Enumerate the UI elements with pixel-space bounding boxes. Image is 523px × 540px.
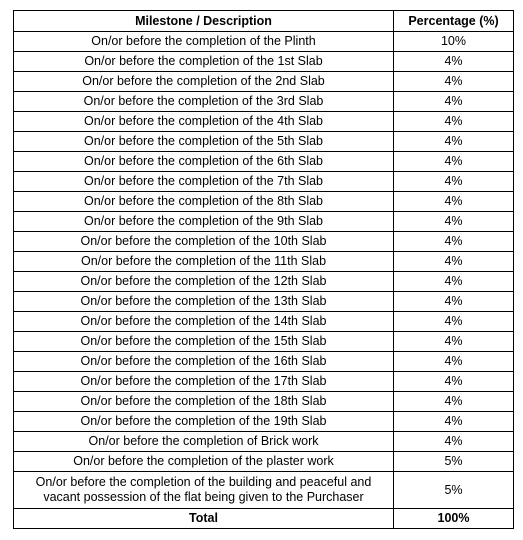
milestone-percentage: 4% (394, 232, 514, 252)
table-row (14, 32, 514, 52)
milestone-percentage: 4% (394, 92, 514, 112)
milestone-percentage: 4% (394, 292, 514, 312)
table-row (14, 332, 514, 352)
milestone-percentage: 4% (394, 372, 514, 392)
milestone-description: On/or before the completion of the 6th Slab (14, 152, 394, 172)
table-row (14, 172, 514, 192)
milestone-description: On/or before the completion of the 14th Slab (14, 312, 394, 332)
milestone-description: On/or before the completion of the 15th Slab (14, 332, 394, 352)
milestone-percentage: 4% (394, 432, 514, 452)
table-row (14, 292, 514, 312)
milestone-description: On/or before the completion of the 11th Slab (14, 252, 394, 272)
milestone-description: On/or before the completion of Brick work (14, 432, 394, 452)
milestone-percentage: 4% (394, 72, 514, 92)
milestone-percentage: 4% (394, 112, 514, 132)
table-row (14, 132, 514, 152)
header-milestone-description: Milestone / Description (14, 11, 394, 32)
payment-schedule-table (13, 10, 514, 529)
milestone-percentage: 4% (394, 312, 514, 332)
table-body (14, 32, 514, 509)
milestone-description: On/or before the completion of the Plinth (14, 32, 394, 52)
table-row (14, 152, 514, 172)
milestone-description: On/or before the completion of the 8th Slab (14, 192, 394, 212)
table-row (14, 372, 514, 392)
milestone-percentage: 5% (394, 472, 514, 509)
milestone-percentage: 4% (394, 132, 514, 152)
milestone-description: On/or before the completion of the 10th Slab (14, 232, 394, 252)
table-row (14, 472, 514, 509)
milestone-description: On/or before the completion of the 12th Slab (14, 272, 394, 292)
table-row (14, 392, 514, 412)
milestone-percentage: 4% (394, 332, 514, 352)
total-percentage: 100% (394, 509, 514, 529)
table-row (14, 312, 514, 332)
milestone-percentage: 4% (394, 392, 514, 412)
milestone-description: On/or before the completion of the building and peaceful and vacant possession of the flat being given to the Purchaser (14, 472, 394, 509)
table-row (14, 432, 514, 452)
milestone-percentage: 4% (394, 152, 514, 172)
milestone-description: On/or before the completion of the 5th Slab (14, 132, 394, 152)
table-row (14, 352, 514, 372)
table-row (14, 112, 514, 132)
header-percentage: Percentage (%) (394, 11, 514, 32)
table-row (14, 72, 514, 92)
milestone-description: On/or before the completion of the 2nd Slab (14, 72, 394, 92)
milestone-description: On/or before the completion of the 18th Slab (14, 392, 394, 412)
milestone-percentage: 4% (394, 192, 514, 212)
table-row (14, 92, 514, 112)
table-row (14, 212, 514, 232)
milestone-percentage: 4% (394, 212, 514, 232)
milestone-percentage: 4% (394, 252, 514, 272)
milestone-percentage: 4% (394, 352, 514, 372)
table-row (14, 232, 514, 252)
milestone-percentage: 4% (394, 52, 514, 72)
milestone-description: On/or before the completion of the plaster work (14, 452, 394, 472)
milestone-percentage: 10% (394, 32, 514, 52)
milestone-description: On/or before the completion of the 9th Slab (14, 212, 394, 232)
milestone-description: On/or before the completion of the 3rd Slab (14, 92, 394, 112)
milestone-description: On/or before the completion of the 17th Slab (14, 372, 394, 392)
table-row (14, 252, 514, 272)
milestone-percentage: 4% (394, 172, 514, 192)
table-total-row (14, 509, 514, 529)
milestone-percentage: 4% (394, 272, 514, 292)
milestone-description: On/or before the completion of the 4th Slab (14, 112, 394, 132)
milestone-description: On/or before the completion of the 1st Slab (14, 52, 394, 72)
table-row (14, 412, 514, 432)
table-header-row (14, 11, 514, 32)
milestone-description: On/or before the completion of the 19th Slab (14, 412, 394, 432)
table-row (14, 192, 514, 212)
table-row (14, 52, 514, 72)
milestone-description: On/or before the completion of the 13th Slab (14, 292, 394, 312)
table-row (14, 272, 514, 292)
table-row (14, 452, 514, 472)
milestone-percentage: 5% (394, 452, 514, 472)
milestone-percentage: 4% (394, 412, 514, 432)
milestone-description: On/or before the completion of the 7th Slab (14, 172, 394, 192)
milestone-description: On/or before the completion of the 16th Slab (14, 352, 394, 372)
total-label: Total (14, 509, 394, 529)
